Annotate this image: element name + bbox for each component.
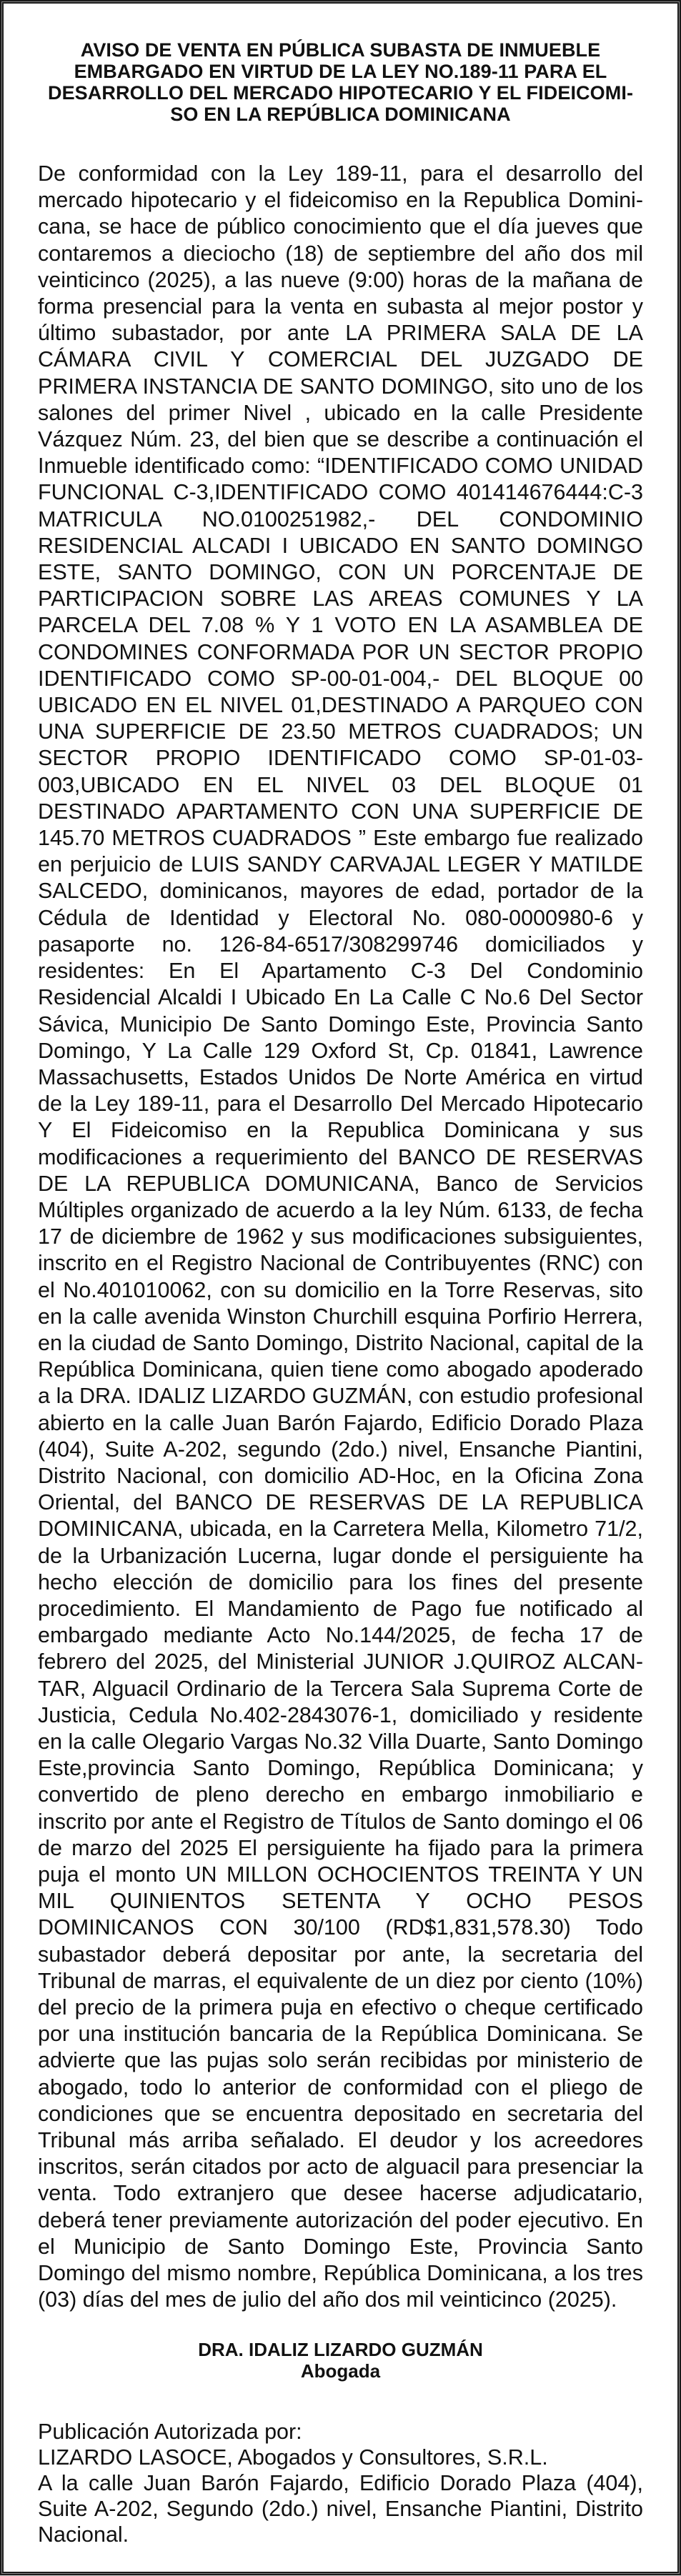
publication-line: LIZARDO LASOCE, Abogados y Consultores, S.R.L.: [38, 2445, 548, 2470]
signature-role: Abogada: [300, 2360, 381, 2382]
notice-title-line: EMBARGADO EN VIRTUD DE LA LEY NO.189-11 PARA EL: [74, 61, 607, 82]
notice-title-line: AVISO DE VENTA EN PÚBLICA SUBASTA DE INMUEBLE: [80, 39, 601, 61]
notice-body: De conformidad con la Ley 189-11, para el desarrollo del mercado hipotecario y el fideicomiso en la Republica Dominicana, se hace de público conocimiento que el día jueves que contaremos a dieciocho (18) de septiembre del año dos mil veinticinco (2025), a las nueve (9:00) horas de la mañana de forma presencial para la venta en subasta al mejor postor y último subastador, por ante LA PRIMERA SALA DE LA CÁMARA CIVIL Y COMERCIAL DEL JUZGADO DE PRIMERA INSTANCIA DE SANTO DOMINGO, sito uno de los salones del primer Nivel , ubicado en la calle Presidente Vázquez Núm. 23, del bien que se describe a continuación el Inmueble identificado como: “IDENTIFICADO COMO UNIDAD FUNCIONAL C-3,IDENTIFICADO COMO 401414676444:C-3 MATRICULA NO.0100251982,- DEL CONDOMINIO RESIDENCIAL ALCADI I UBICADO EN SANTO DOMINGO ESTE, SANTO DOMINGO, CON UN PORCENTAJE DE PARTICIPACION SOBRE LAS AREAS COMUNES Y LA PARCELA DEL 7.08 % Y 1 VOTO EN LA ASAMBLEA DE CONDOMINES CONFORMADA POR UN SECTOR PROPIO IDENTIFICADO COMO SP-00-01-004,- DEL BLOQUE 00 UBICADO EN EL NIVEL 01,DESTINADO A PARQUEO CON UNA SUPERFICIE DE 23.50 METROS CUADRADOS; UN SECTOR PROPIO IDENTIFICADO COMO SP-01-03-003,UBICADO EN EL NIVEL 03 DEL BLOQUE 01 DESTINADO APARTAMENTO CON UNA SUPERFICIE DE 145.70 METROS CUADRADOS ” Este embargo fue realizado en perjuicio de LUIS SANDY CARVAJAL LEGER Y MATILDE SALCEDO, dominicanos, mayores de edad, portador de la Cédula de Identidad y Electoral No. 080-0000980-6 y pasaporte no. 126-84-6517/308299746 domiciliados y residentes: En El Apartamento C-3 Del Condominio Residencial Alcaldi I Ubicado En La Calle C No.6 Del Sector Sávica, Municipio De Santo Domingo Este, Provincia Santo Domingo, Y La Calle 129 Oxford St, Cp. 01841, Lawrence Massachusetts, Estados Unidos De Norte América en virtud de la Ley 189-11, para el Desarrollo Del Mercado Hipotecario Y El Fideicomiso en la Republica Dominicana y sus modificaciones a requerimiento del BANCO DE RESERVAS DE LA REPUBLICA DOMUNICANA, Banco de Servicios Múltiples organizado de acuerdo a la ley Núm. 6133, de fecha 17 de diciembre de 1962 y sus modificaciones subsiguientes, inscrito en el Registro Nacional de Contribuyentes (RNC) con el No.401010062, con su domicilio en la Torre Reservas, sito en la calle avenida Winston Churchill esquina Porfirio Herrera, en la ciudad de Santo Domingo, Distrito Nacional, capital de la República Dominicana, quien tiene como abogado apoderado a la DRA. IDALIZ LIZARDO GUZMÁN, con estudio profesional abierto en la calle Juan Barón Fajardo, Edificio Dorado Plaza (404), Suite A-202, segundo (2do.) nivel, Ensanche Piantini, Distrito Nacional, con domicilio AD-Hoc, en la Oficina Zona Oriental, del BANCO DE RESERVAS DE LA REPUBLICA DOMINICANA, ubicada, en la Carretera Mella, Kilometro 71/2, de la Urbanización Lucerna, lugar donde el persiguiente ha hecho elección de domicilio para los fines del presente procedimiento. El Mandamiento de Pago fue notificado al embargado mediante Acto No.144/2025, de fecha 17 de febrero del 2025, del Ministerial JUNIOR J.QUIROZ ALCANTAR, Alguacil Ordinario de la Tercera Sala Suprema Corte de Justicia, Cedula No.402-2843076-1, domiciliado y residente en la calle Olegario Vargas No.32 Villa Duarte, Santo Domingo Este,provincia Santo Domingo, República Dominicana; y convertido de pleno derecho en embargo inmobiliario e inscrito por ante el Registro de Títulos de Santo domingo el 06 de marzo del 2025 El persiguiente ha fijado para la primera puja el monto UN MILLON OCHOCIENTOS TREINTA Y UN MIL QUINIENTOS SETENTA Y OCHO PESOS DOMINICANOS CON 30/100 (RD$1,831,578.30) Todo subastador deberá depositar por ante, la secretaria del Tribunal de marras, el equivalente de un diez por ciento (10%) del precio de la primera puja en efectivo o cheque certificado por una institución bancaria de la República Dominicana. Se advierte que las pujas solo serán recibidas por ministerio de abogado, todo lo anterior de conformidad con el pliego de condiciones que se encuentra depositado en secretaria del Tribunal más arriba señalado. El deudor y los acreedores inscritos, serán citados por acto de alguacil para presenciar la venta. Todo extranjero que desee hacerse adjudicatario, deberá tener previamente autorización del poder ejecutivo. En el Municipio de Santo Domingo Este, Provincia Santo Domingo del mismo nombre, República Dominicana, a los tres (03) días del mes de julio del año dos mil veinticinco (2025).: [38, 161, 643, 2312]
notice-title-line: DESARROLLO DEL MERCADO HIPOTECARIO Y EL FIDEICOMI-: [47, 82, 634, 104]
signature-block: [38, 2339, 643, 2382]
notice-content: [4, 4, 677, 2576]
notice-title-line: SO EN LA REPÚBLICA DOMINICANA: [170, 104, 511, 125]
signature-name: DRA. IDALIZ LIZARDO GUZMÁN: [198, 2339, 483, 2361]
publication-block: [38, 2419, 643, 2547]
notice-title: [38, 39, 643, 125]
publication-line: Publicación Autorizada por:: [38, 2420, 302, 2445]
publication-line: A la calle Juan Barón Fajardo, Edificio Dorado Plaza (404), Suite A-202, Segundo (2do.) nivel, Ensanche Piantini, Distrito Nacional.: [38, 2471, 643, 2547]
